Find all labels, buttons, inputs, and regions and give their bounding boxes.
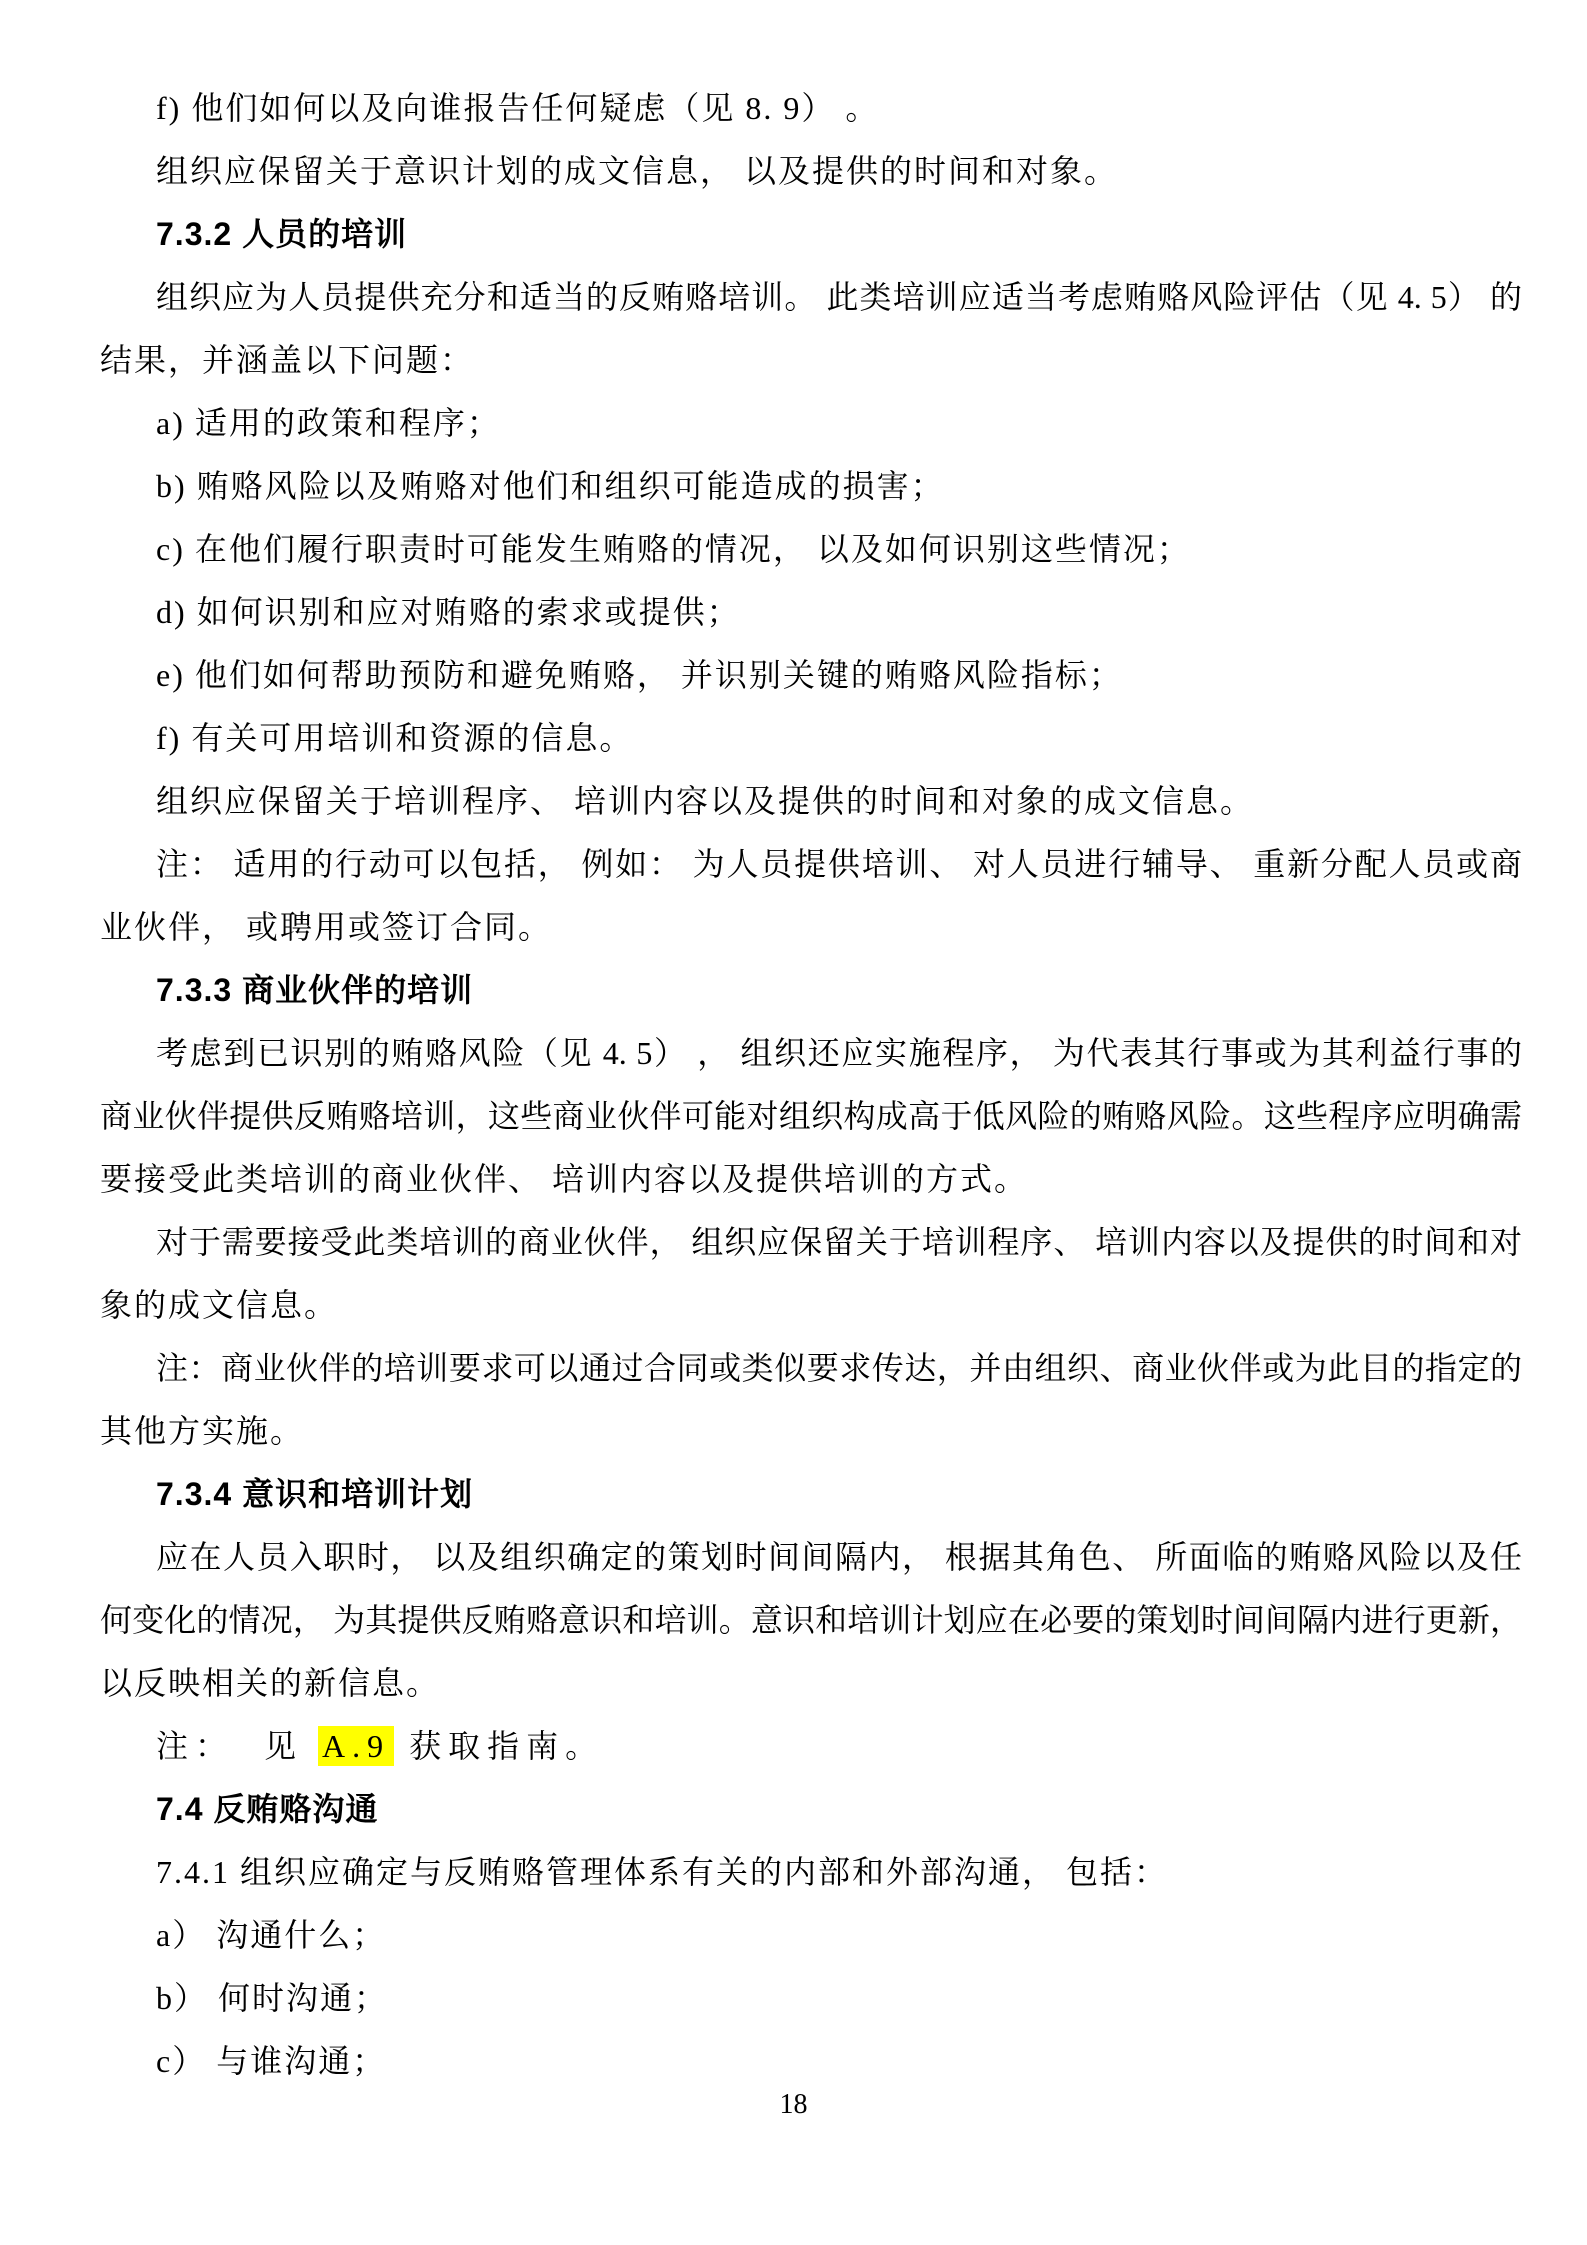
highlighted-reference-a9: A.9	[318, 1726, 394, 1766]
note-a9-suffix: 获取指南。	[394, 1728, 605, 1764]
note-partner-requirements-line-2: 其他方实施。	[100, 1413, 305, 1449]
para-7-4-1-communication: 7.4.1 组织应确定与反贿赂管理体系有关的内部和外部沟通， 包括：	[156, 1854, 1169, 1890]
list-item-a-what-communicate: a） 沟通什么；	[156, 1917, 387, 1953]
list-item-e-prevent-avoid: e) 他们如何帮助预防和避免贿赂， 并识别关键的贿赂风险指标；	[156, 657, 1123, 693]
note-partner-requirements-line-1: 注：商业伙伴的培训要求可以通过合同或类似要求传达，并由组织、商业伙伴或为此目的指定的	[156, 1350, 1522, 1386]
note-applicable-actions-line-1: 注： 适用的行动可以包括， 例如： 为人员提供培训、 对人员进行辅导、 重新分配人员或商	[156, 846, 1522, 882]
para-partner-training-line-1: 考虑到已识别的贿赂风险（见 4. 5） ， 组织还应实施程序， 为代表其行事或为其利益行事的	[156, 1035, 1522, 1071]
page-content	[100, 77, 1522, 2093]
list-item-c-whom-communicate: c） 与谁沟通；	[156, 2043, 387, 2079]
para-onboarding-line-1: 应在人员入职时， 以及组织确定的策划时间间隔内， 根据其角色、 所面临的贿赂风险以及任	[156, 1539, 1522, 1575]
heading-7-3-2-personnel-training: 7.3.2 人员的培训	[156, 216, 408, 252]
para-awareness-documented-info: 组织应保留关于意识计划的成文信息， 以及提供的时间和对象。	[156, 153, 1119, 189]
list-item-a-policies-procedures: a) 适用的政策和程序；	[156, 405, 501, 441]
para-partner-records-line-2: 象的成文信息。	[100, 1287, 339, 1323]
list-item-f-report-concerns: f) 他们如何以及向谁报告任何疑虑（见 8. 9） 。	[156, 90, 880, 126]
para-onboarding-line-3: 以反映相关的新信息。	[100, 1665, 441, 1701]
para-partner-training-line-2: 商业伙伴提供反贿赂培训，这些商业伙伴可能对组织构成高于低风险的贿赂风险。这些程序应明确需	[100, 1098, 1522, 1134]
para-onboarding-line-2: 何变化的情况， 为其提供反贿赂意识和培训。意识和培训计划应在必要的策划时间间隔内进行更新，	[100, 1602, 1522, 1638]
page-number: 18	[779, 2089, 808, 2120]
heading-7-4-anti-bribery-communication: 7.4 反贿赂沟通	[156, 1791, 379, 1827]
para-partner-records-line-1: 对于需要接受此类培训的商业伙伴， 组织应保留关于培训程序、 培训内容以及提供的时间和对	[156, 1224, 1522, 1260]
para-training-intro-line-2: 结果，并涵盖以下问题：	[100, 342, 475, 378]
para-training-records: 组织应保留关于培训程序、 培训内容以及提供的时间和对象的成文信息。	[156, 783, 1255, 819]
para-partner-training-line-3: 要接受此类培训的商业伙伴、 培训内容以及提供培训的方式。	[100, 1161, 1029, 1197]
note-applicable-actions-line-2: 业伙伴， 或聘用或签订合同。	[100, 909, 553, 945]
list-item-b-bribery-risk-harm: b) 贿赂风险以及贿赂对他们和组织可能造成的损害；	[156, 468, 945, 504]
heading-7-3-3-business-partner-training: 7.3.3 商业伙伴的培训	[156, 972, 474, 1008]
heading-7-3-4-awareness-training-plan: 7.3.4 意识和培训计划	[156, 1476, 474, 1512]
list-item-d-recognize-respond: d) 如何识别和应对贿赂的索求或提供；	[156, 594, 741, 630]
list-item-f-training-resources: f) 有关可用培训和资源的信息。	[156, 720, 634, 756]
list-item-c-bribery-situations: c) 在他们履行职责时可能发生贿赂的情况， 以及如何识别这些情况；	[156, 531, 1191, 567]
para-training-intro-line-1: 组织应为人员提供充分和适当的反贿赂培训。 此类培训应适当考虑贿赂风险评估（见 4. 5） 的	[156, 279, 1522, 315]
list-item-b-when-communicate: b） 何时沟通；	[156, 1980, 389, 2016]
note-a9-prefix: 注： 见	[156, 1728, 319, 1764]
note-a9-guidance	[100, 1715, 1522, 1778]
